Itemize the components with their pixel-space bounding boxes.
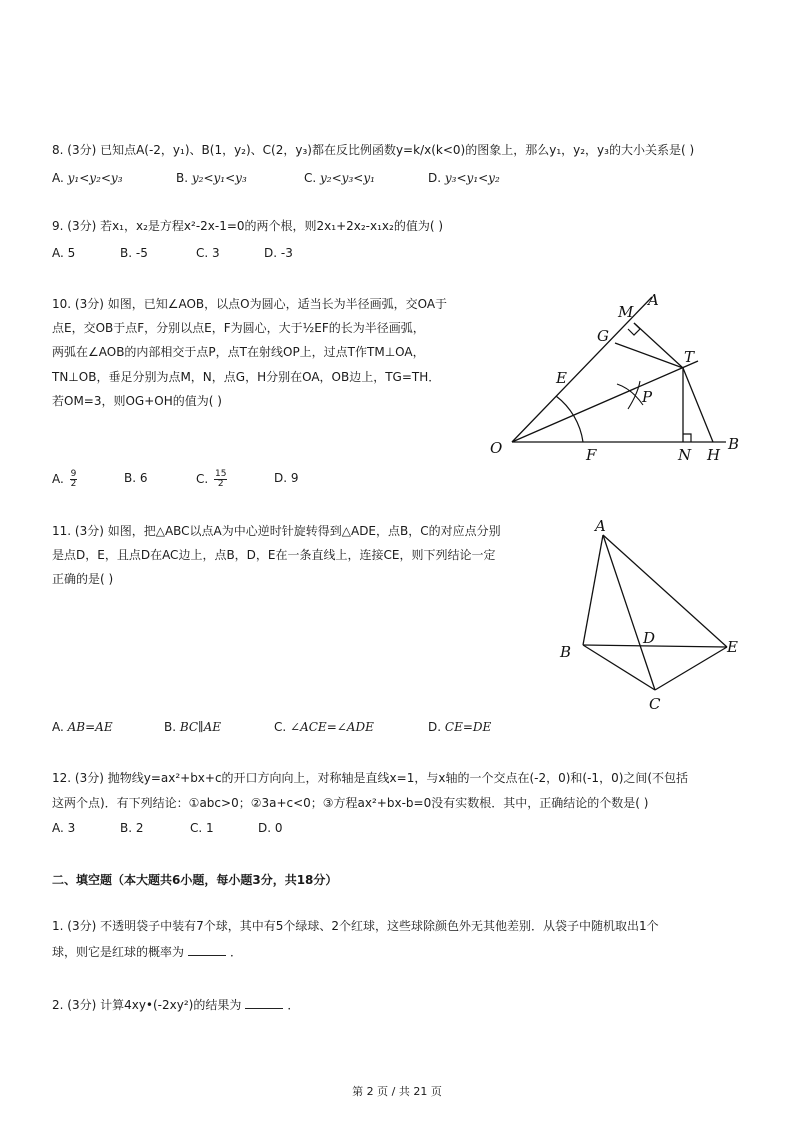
- q11-stem-line-3: 正确的是( ): [52, 572, 114, 586]
- q10-stem-line-4: TN⊥OB，垂足分别为点M，N，点G，H分别在OA，OB边上，TG=TH．: [52, 370, 441, 384]
- q10-option-d: D. 9: [274, 471, 299, 485]
- q9-option-c: C. 3: [196, 246, 220, 260]
- q12-option-b: B. 2: [120, 821, 144, 835]
- q8-option-d: D. y₃<y₁<y₂: [428, 171, 500, 185]
- q9-stem: 9. (3分) 若x₁，x₂是方程x²-2x-1=0的两个根，则2x₁+2x₂-x₁x₂的值为( ): [52, 219, 444, 233]
- q12-option-d: D. 0: [258, 821, 283, 835]
- q12-stem-line-1: 12. (3分) 抛物线y=ax²+bx+c的开口方向向上，对称轴是直线x=1，与x轴的一个交点在(-2，0)和(-1，0)之间(不包括: [52, 771, 689, 785]
- f1-answer-blank[interactable]: [188, 945, 226, 956]
- q10-label-p: P: [642, 388, 653, 406]
- q11-label-c: C: [649, 695, 661, 713]
- q11-option-b: B. BC∥AE: [164, 720, 222, 734]
- page-footer: 第 2 页 / 共 21 页: [352, 1085, 442, 1098]
- q8-stem: 8. (3分) 已知点A(-2，y₁)、B(1，y₂)、C(2，y₃)都在反比例函数y=k/x(k<0)的图象上，那么y₁，y₂，y₃的大小关系是( ): [52, 143, 695, 157]
- q10-angle-figure: [480, 285, 750, 470]
- q11-rotation-figure: [555, 515, 755, 715]
- q11-stem-line-1: 11. (3分) 如图，把△ABC以点A为中心逆时针旋转得到△ADE，点B，C的对应点分别: [52, 524, 501, 538]
- f1-stem-line-2: 球，则它是红球的概率为 ．: [52, 945, 243, 959]
- q10-stem-line-5: 若OM=3，则OG+OH的值为( ): [52, 394, 222, 408]
- q10-label-b: B: [728, 435, 740, 453]
- f2-answer-blank[interactable]: [245, 998, 283, 1009]
- q10-stem-line-1: 10. (3分) 如图，已知∠AOB，以点O为圆心，适当长为半径画弧，交OA于: [52, 297, 448, 311]
- q10-label-h: H: [707, 446, 721, 464]
- section-2-title: 二、填空题（本大题共6小题，每小题3分，共18分）: [52, 873, 338, 887]
- q10-label-e: E: [556, 369, 567, 387]
- q11-label-a: A: [595, 517, 606, 535]
- q12-stem-line-2: 这两个点)．有下列结论：①abc>0；②3a+c<0；③方程ax²+bx-b=0没有实数根．其中，正确结论的个数是( ): [52, 796, 649, 810]
- q8-option-c: C. y₂<y₃<y₁: [304, 171, 375, 185]
- q11-option-c: C. ∠ACE=∠ADE: [274, 720, 374, 734]
- q10-stem-line-3: 两弧在∠AOB的内部相交于点P，点T在射线OP上，过点T作TM⊥OA，: [52, 345, 425, 359]
- q10-option-a: A. $\frac{9}{2}$: [52, 469, 77, 489]
- q8-option-a: A. y₁<y₂<y₃: [52, 171, 123, 185]
- q11-label-e: E: [727, 638, 738, 656]
- q11-stem-line-2: 是点D，E，且点D在AC边上，点B，D，E在一条直线上，连接CE，则下列结论一定: [52, 548, 496, 562]
- q9-option-a: A. 5: [52, 246, 76, 260]
- q12-option-a: A. 3: [52, 821, 76, 835]
- q10-label-o: O: [490, 439, 503, 457]
- q10-label-f: F: [586, 446, 597, 464]
- q10-label-m: M: [618, 303, 634, 321]
- q10-stem-line-2: 点E，交OB于点F，分别以点E，F为圆心，大于½EF的长为半径画弧，: [52, 321, 425, 335]
- q12-option-c: C. 1: [190, 821, 214, 835]
- q11-option-a: A. AB=AE: [52, 720, 113, 734]
- q11-label-b: B: [560, 643, 572, 661]
- q9-option-d: D. -3: [264, 246, 293, 260]
- q10-label-n: N: [678, 446, 692, 464]
- q10-label-g: G: [597, 327, 609, 345]
- q11-label-d: D: [643, 629, 656, 647]
- f1-stem-line-1: 1. (3分) 不透明袋子中装有7个球，其中有5个绿球、2个红球，这些球除颜色外无其他差别．从袋子中随机取出1个: [52, 919, 659, 933]
- q10-option-c: C. $\frac{15}{2}$: [196, 469, 227, 489]
- q10-label-a: A: [648, 291, 659, 309]
- q8-option-b: B. y₂<y₁<y₃: [176, 171, 247, 185]
- f2-stem: 2. (3分) 计算4xy•(-2xy²)的结果为 ．: [52, 998, 300, 1012]
- q9-option-b: B. -5: [120, 246, 148, 260]
- q10-option-b: B. 6: [124, 471, 148, 485]
- q10-label-t: T: [684, 348, 695, 366]
- q11-option-d: D. CE=DE: [428, 720, 492, 734]
